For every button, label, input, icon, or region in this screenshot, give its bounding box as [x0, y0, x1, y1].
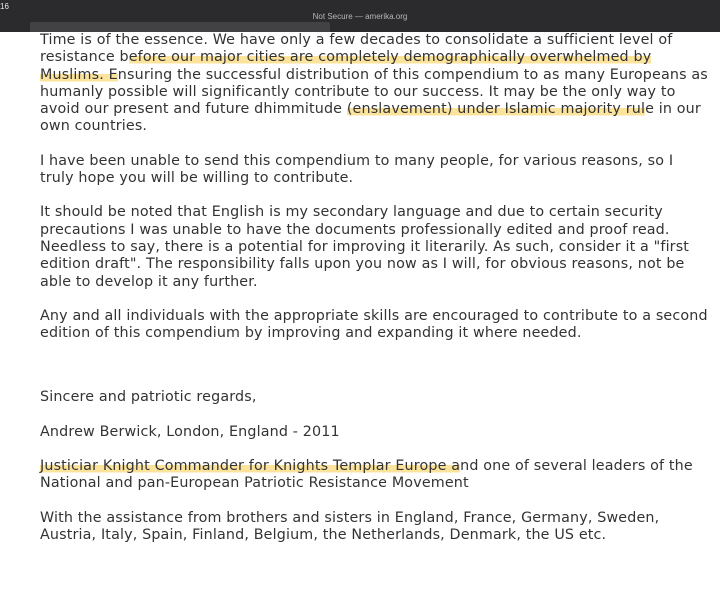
- highlighted-text: Justiciar Knight Commander for Knights Templar Europe a: [40, 458, 461, 475]
- signature-line: Andrew Berwick, London, England - 2011: [40, 423, 340, 440]
- text-run: Time is of the essence. We have only a few decades to consolidate a sufficient level of resistance b: [40, 32, 673, 66]
- highlighted-text: (enslavement) under Islamic majority rul: [346, 101, 646, 118]
- spacer: [40, 359, 710, 389]
- paragraph-assistance: With the assistance from brothers and sisters in England, France, Germany, Sweden, Austria, Italy, Spain, Finland, Belgium, the Netherlands, Denmark, the US etc.: [40, 509, 660, 543]
- paragraph-time-essence: [40, 32, 710, 136]
- text-run: nsuring the successful distribution of this compendium to as many Europeans as humanly possible will significantly contribute to our success. It may be the only way to avoid our present and future dhimmitude: [40, 66, 708, 118]
- paragraph-language-note: It should be noted that English is my secondary language and due to certain security precautions I was unable to have the documents professionally edited and proof read. Needless to say, there is a potential for improving it literarily. As such, consider it a "first edition draft". The responsibility falls upon you now as I will, for obvious reasons, not be able to develop it any further.: [40, 204, 690, 290]
- text-run: e in our own countries.: [40, 101, 701, 135]
- paragraph-send-compendium: I have been unable to send this compendium to many people, for various reasons, so I truly hope you will be willing to contribute.: [40, 152, 674, 187]
- partially-hidden-text-line: [30, 22, 330, 32]
- closing-line: Sincere and patriotic regards,: [40, 389, 257, 406]
- url-bar[interactable]: Not Secure — amerika.org: [312, 12, 408, 21]
- status-clock: 16: [0, 2, 9, 11]
- document-body: [40, 32, 710, 561]
- browser-toolbar: [0, 0, 720, 32]
- text-run: nd one of several leaders of the National and pan-European Patriotic Resistance Movement: [40, 458, 693, 492]
- highlighted-text: efore our major cities are completely demographically overwhelmed by Muslims. E: [40, 49, 652, 83]
- title-line: [40, 458, 710, 493]
- paragraph-contribute: Any and all individuals with the appropriate skills are encouraged to contribute to a second edition of this compendium by improving and expanding it where needed.: [40, 307, 708, 342]
